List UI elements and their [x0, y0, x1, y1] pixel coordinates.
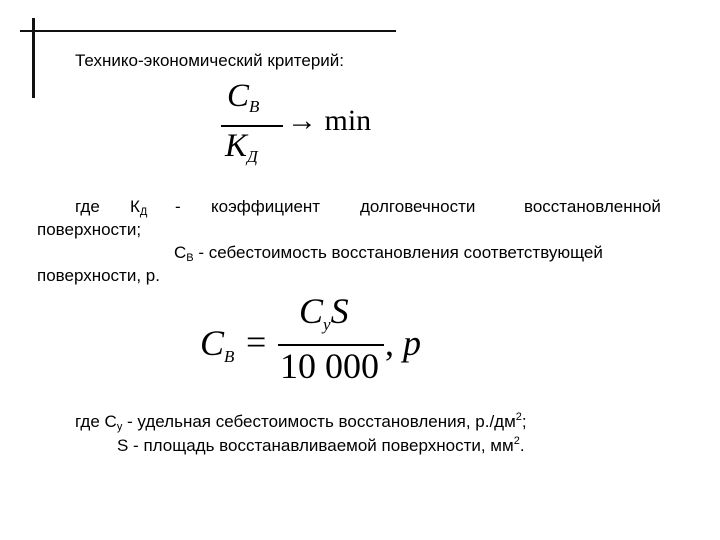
- criterion-formula: [213, 78, 413, 170]
- formula2-unit: , p: [385, 323, 421, 363]
- formula1-fraction-bar: [221, 125, 283, 127]
- formula2-denominator: 10 000: [280, 346, 379, 386]
- formula1-arrow-min: → min: [287, 104, 372, 137]
- formula1-denominator: $K_Д$: [225, 128, 258, 166]
- formula1-numerator: $C_B$: [227, 78, 260, 116]
- criterion-title: Технико-экономический критерий:: [75, 51, 344, 70]
- cost-formula: [200, 290, 440, 390]
- formula2-equals: =: [246, 322, 267, 362]
- slide-horizontal-rule: [20, 30, 396, 32]
- formula2-lhs: CB: [200, 323, 235, 366]
- formula2-numerator: CyS: [299, 291, 349, 334]
